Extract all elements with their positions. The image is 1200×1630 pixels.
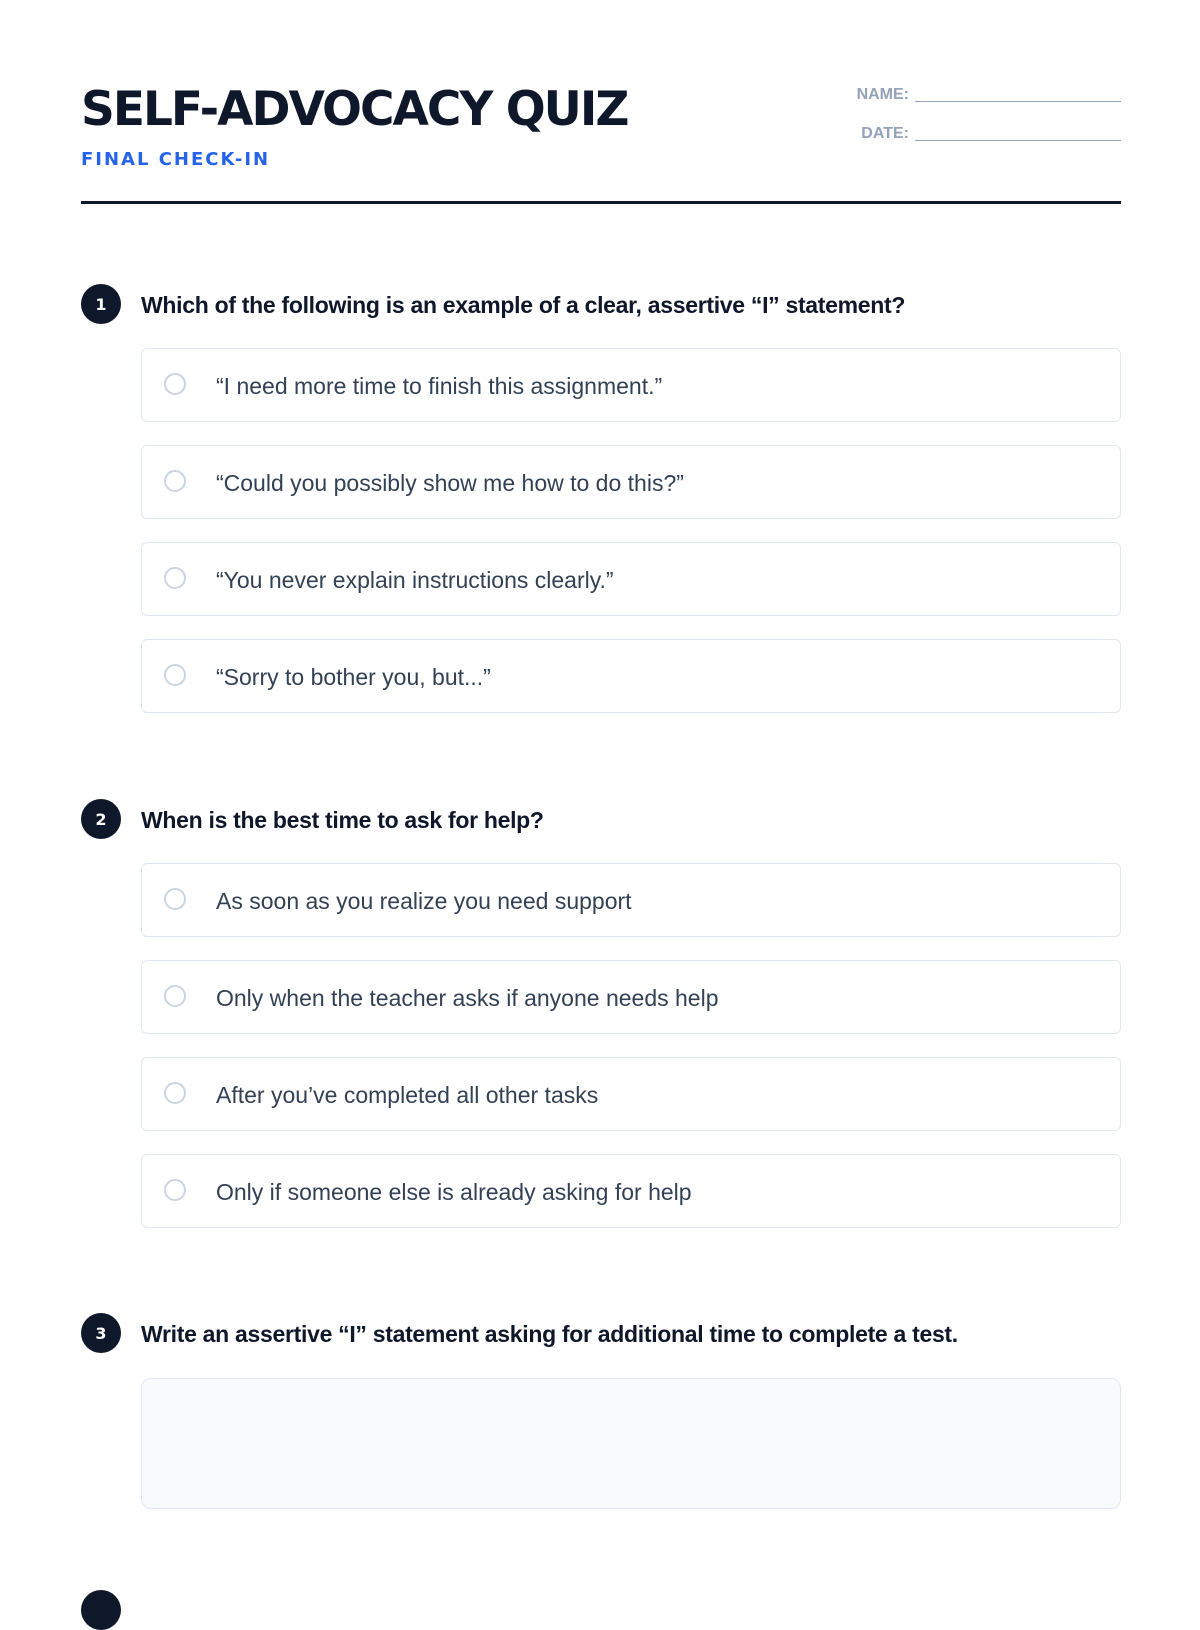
quiz-header xyxy=(81,0,1121,204)
question-text: Write an assertive “I” statement asking for additional time to complete a test. xyxy=(141,1321,958,1347)
question-text: Which of the following is an example of a clear, assertive “I” statement? xyxy=(141,292,906,318)
option-label: “Sorry to bother you, but...” xyxy=(216,664,491,690)
option-label: Only if someone else is already asking for help xyxy=(216,1179,692,1205)
question-text: When is the best time to ask for help? xyxy=(141,807,544,833)
question-number-badge xyxy=(81,1590,121,1630)
radio-button-icon[interactable] xyxy=(164,373,186,395)
student-info xyxy=(857,80,1121,158)
radio-button-icon[interactable] xyxy=(164,664,186,686)
option-label: “Could you possibly show me how to do this?” xyxy=(216,470,684,496)
radio-button-icon[interactable] xyxy=(164,567,186,589)
name-field[interactable] xyxy=(915,83,1121,102)
question-number-badge: 2 xyxy=(81,799,121,839)
question-2 xyxy=(81,797,1121,1205)
question-number-badge: 1 xyxy=(81,284,121,324)
answer-option[interactable] xyxy=(141,445,1121,519)
name-label: NAME: xyxy=(856,86,909,103)
answer-option[interactable] xyxy=(141,542,1121,616)
question-1 xyxy=(81,282,1121,690)
radio-button-icon[interactable] xyxy=(164,985,186,1007)
page-title: SELF-ADVOCACY QUIZ xyxy=(81,82,628,137)
name-row xyxy=(857,80,1121,106)
radio-button-icon[interactable] xyxy=(164,470,186,492)
answer-option[interactable] xyxy=(141,1057,1121,1131)
answer-option[interactable] xyxy=(141,960,1121,1034)
question-number-badge: 3 xyxy=(81,1313,121,1353)
date-field[interactable] xyxy=(915,122,1121,141)
answer-option[interactable] xyxy=(141,863,1121,937)
answer-options xyxy=(141,863,1121,1251)
question-header xyxy=(81,282,1121,326)
radio-button-icon[interactable] xyxy=(164,1179,186,1201)
answer-option[interactable] xyxy=(141,348,1121,422)
written-answer-field[interactable] xyxy=(141,1378,1121,1509)
answer-options xyxy=(141,348,1121,736)
question-3 xyxy=(81,1311,1121,1355)
page-subtitle: FINAL CHECK-IN xyxy=(81,149,271,170)
question-header xyxy=(81,797,1121,841)
radio-button-icon[interactable] xyxy=(164,1082,186,1104)
radio-button-icon[interactable] xyxy=(164,888,186,910)
answer-option[interactable] xyxy=(141,639,1121,713)
date-row xyxy=(857,119,1121,145)
quiz-page xyxy=(81,0,1121,1347)
option-label: “You never explain instructions clearly.” xyxy=(216,567,614,593)
question-header xyxy=(81,1311,1121,1355)
answer-option[interactable] xyxy=(141,1154,1121,1228)
option-label: “I need more time to finish this assignment.” xyxy=(216,373,663,399)
option-label: As soon as you realize you need support xyxy=(216,888,632,914)
option-label: Only when the teacher asks if anyone needs help xyxy=(216,985,719,1011)
option-label: After you’ve completed all other tasks xyxy=(216,1082,599,1108)
date-label: DATE: xyxy=(861,125,909,142)
